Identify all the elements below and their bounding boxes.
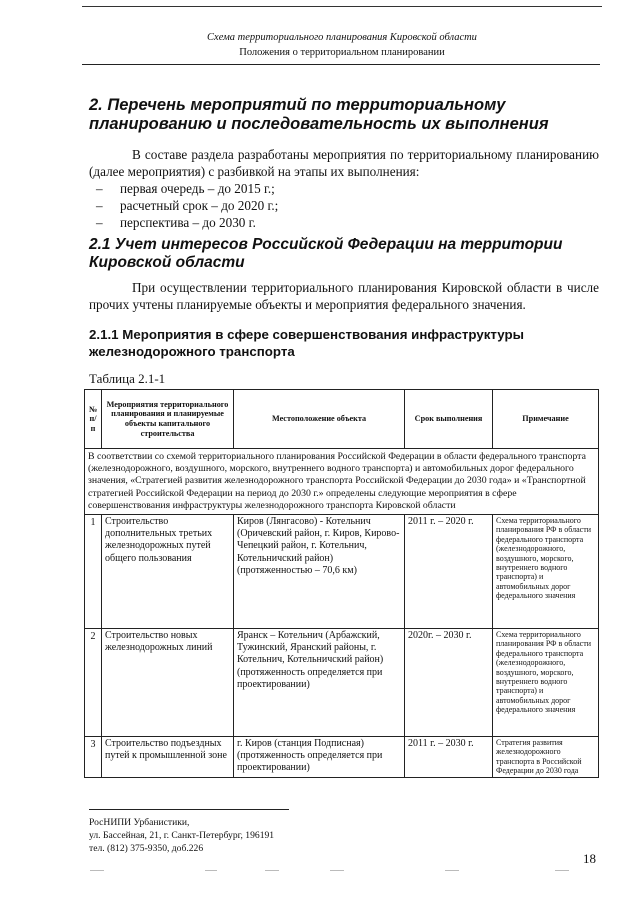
- top-rule: [82, 6, 602, 7]
- scan-artifact: [265, 870, 279, 872]
- footer-rule: [89, 809, 289, 810]
- table-merged-row: [85, 449, 599, 515]
- table-row: [85, 737, 599, 778]
- col-header-note: Примечание: [493, 390, 599, 449]
- scan-artifact: [445, 870, 459, 872]
- table-row: [85, 515, 599, 629]
- row-location: г. Киров (станция Подписная) (протяженность определяется при проектировании): [234, 737, 405, 778]
- row-term: 2011 г. – 2020 г.: [405, 515, 493, 629]
- section-2-1-heading: 2.1 Учет интересов Российской Федерации на территории Кировской области: [89, 236, 563, 271]
- row-location: Киров (Лянгасово) - Котельнич (Оричевский район, г. Киров, Кирово-Чепецкий район, г. Котельнич, Котельничский район) (протяженностью – 70,6 км): [234, 515, 405, 629]
- row-term: 2020г. – 2030 г.: [405, 629, 493, 737]
- scan-artifact: [330, 870, 344, 872]
- row-term: 2011 г. – 2030 г.: [405, 737, 493, 778]
- row-measure: Строительство новых железнодорожных линий: [102, 629, 234, 737]
- col-header-location: Местоположение объекта: [234, 390, 405, 449]
- section-2-intro: [89, 146, 599, 180]
- stage-item: – первая очередь – до 2015 г.;: [96, 181, 275, 196]
- table-caption: Таблица 2.1-1: [89, 371, 166, 386]
- row-measure: Строительство дополнительных третьих железнодорожных путей общего пользования: [102, 515, 234, 629]
- row-num: 2: [85, 629, 102, 737]
- col-header-measure: Мероприятия территориального планирования и планируемые объекты капитального строительства: [102, 390, 234, 449]
- header-rule: [82, 64, 600, 65]
- section-2-1-text: При осуществлении территориального планирования Кировской области в числе прочих учтены планируемые объекты и мероприятия федерального значения.: [89, 280, 599, 312]
- row-measure: Строительство подъездных путей к промышленной зоне: [102, 737, 234, 778]
- col-header-num: № п/п: [85, 390, 102, 449]
- row-note: Стратегия развития железнодорожного транспорта в Российской Федерации до 2030 года: [493, 737, 599, 778]
- section-2-intro-text: В составе раздела разработаны мероприятия по территориальному планированию (далее мероприятия) с разбивкой на этапы их выполнения:: [89, 147, 599, 179]
- running-header-subtitle: Положения о территориальном планировании: [239, 47, 445, 58]
- section-2-1-1-heading: 2.1.1 Мероприятия в сфере совершенствования инфраструктуры железнодорожного транспорта: [89, 327, 524, 359]
- footer-phone: тел. (812) 375-9350, доб.226: [89, 843, 204, 854]
- stage-item: – перспектива – до 2030 г.: [96, 215, 256, 230]
- row-note: Схема территориального планирования РФ в области федерального транспорта (железнодорожного, воздушного, морского, внутреннего водного транспорта) и автомобильных дорог федерального значения: [493, 515, 599, 629]
- scan-artifact: [205, 870, 217, 872]
- scan-artifact: [90, 870, 104, 872]
- row-location: Яранск – Котельнич (Арбажский, Тужинский, Яранский районы, г. Котельнич, Котельничский район) (протяженность определяется при проектировании): [234, 629, 405, 737]
- col-header-term: Срок выполнения: [405, 390, 493, 449]
- row-num: 1: [85, 515, 102, 629]
- merged-intro-cell: В соответствии со схемой территориального планирования Российской Федерации в области федерального транспорта (железнодорожного, воздушного, морского, внутреннего водного транспорта) и автомобильных дорог федерального значения, «Стратегией развития железнодорожного транспорта Российской Федерации до 2030 года» и «Транспортной стратегией Российской Федерации на период до 2030 г.» определены следующие мероприятия в сфере совершенствования инфраструктуры железнодорожного транспорта Кировской области: [85, 449, 599, 515]
- table-row: [85, 629, 599, 737]
- footer-org: РосНИПИ Урбанистики,: [89, 817, 190, 828]
- row-note: Схема территориального планирования РФ в области федерального транспорта (железнодорожного, воздушного, морского, внутреннего водного транспорта) и автомобильных дорог федерального значения: [493, 629, 599, 737]
- page-number: 18: [583, 851, 596, 866]
- footer-address: ул. Бассейная, 21, г. Санкт-Петербург, 196191: [89, 830, 275, 841]
- row-num: 3: [85, 737, 102, 778]
- running-header-title: Схема территориального планирования Кировской области: [207, 32, 477, 43]
- table-header-row: [85, 390, 599, 449]
- section-2-heading: 2. Перечень мероприятий по территориальному планированию и последовательность их выполнения: [89, 96, 549, 133]
- scan-artifact: [555, 870, 569, 872]
- measures-table: [84, 389, 599, 778]
- stage-item: – расчетный срок – до 2020 г.;: [96, 198, 279, 213]
